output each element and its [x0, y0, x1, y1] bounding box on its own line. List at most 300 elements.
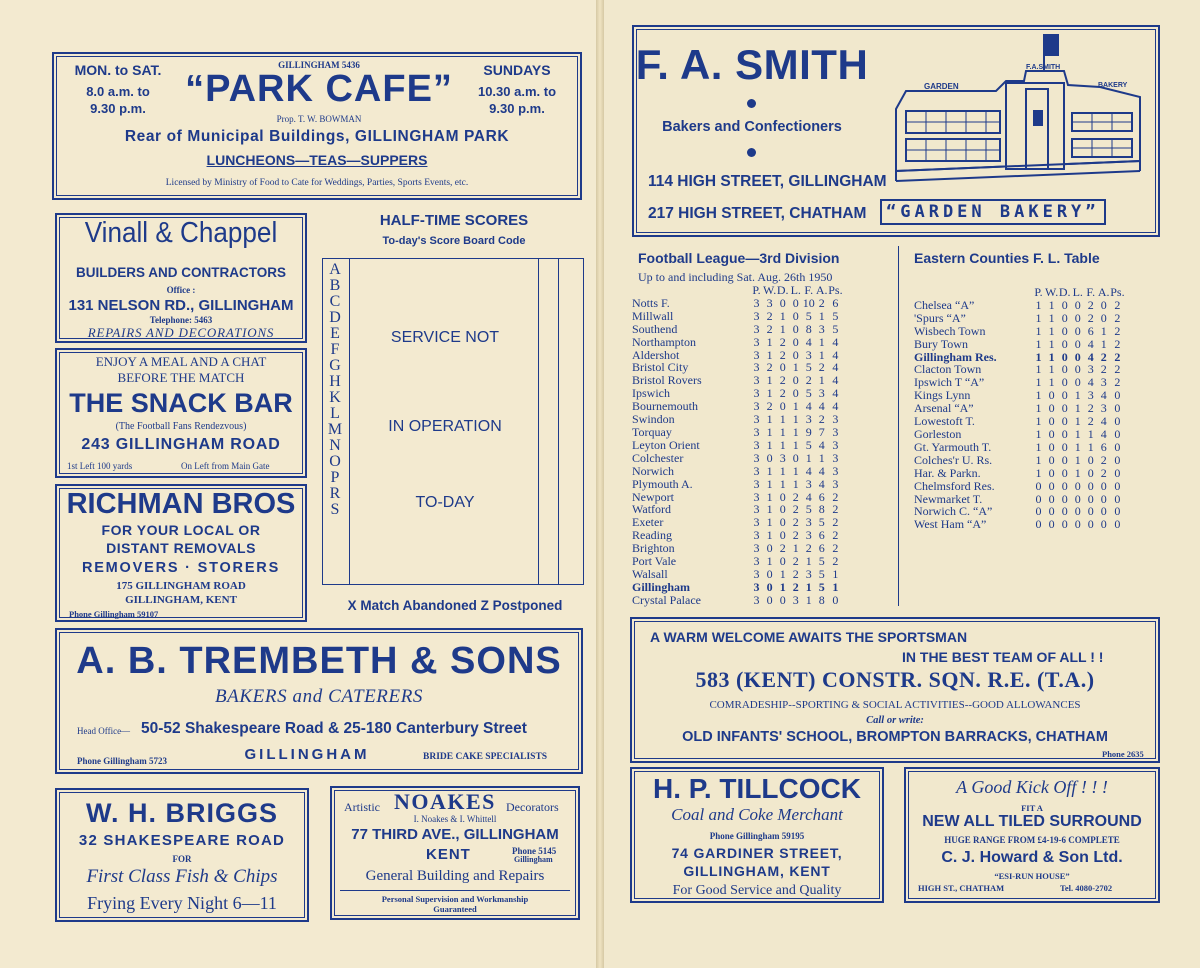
score-board-letter: K [329, 389, 341, 406]
team-name: Aldershot [632, 347, 680, 362]
team-name: Gt. Yarmouth T. [914, 439, 992, 454]
stat-pts: 4 [832, 334, 839, 349]
smith-address-1: 114 HIGH STREET, GILLINGHAM [648, 173, 887, 190]
stat-w: 1 [766, 528, 773, 543]
team-name: Southend [632, 321, 678, 336]
table-header-cell: L. [1072, 285, 1083, 299]
stat-pts: 5 [832, 308, 839, 323]
score-board-letter: G [329, 357, 341, 374]
noakes-name: NOAKES [394, 789, 496, 814]
stat-pts: 3 [832, 450, 839, 465]
building-sign-bakery: BAKERY [1098, 82, 1128, 89]
table-header-cell: W. [763, 283, 777, 297]
team-name: Norwich [632, 463, 674, 478]
table-header-row [632, 284, 843, 297]
noakes-owners: I. Noakes & I. Whittell [413, 814, 497, 824]
richman-line-2: DISTANT REMOVALS [106, 540, 256, 556]
stat-w: 1 [766, 463, 773, 478]
stat-l: 1 [792, 437, 799, 452]
stat-pts: 2 [1114, 362, 1121, 377]
stat-d: 2 [779, 334, 786, 349]
stat-p: 1 [1035, 336, 1042, 351]
stat-l: 2 [792, 489, 799, 504]
stat-l: 0 [792, 347, 799, 362]
stat-l: 2 [792, 579, 799, 594]
stat-f: 4 [805, 334, 812, 349]
stat-p: 1 [1035, 452, 1042, 467]
stat-pts: 2 [832, 515, 839, 530]
park-cafe-address: Rear of Municipal Buildings, GILLINGHAM PARK [124, 128, 510, 145]
stat-l: 0 [1074, 504, 1081, 519]
howard-fit: FIT A [1021, 803, 1043, 813]
stat-l: 0 [1074, 323, 1081, 338]
stat-f: 1 [805, 579, 812, 594]
stat-f: 10 [802, 295, 815, 310]
stat-l: 2 [792, 515, 799, 530]
noakes-footer-1: Personal Supervision and Workmanship [381, 894, 529, 904]
stat-w: 1 [766, 347, 773, 362]
stat-d: 0 [779, 515, 786, 530]
tillcock-ad [630, 767, 884, 903]
royal-engineers-ad [630, 617, 1160, 763]
stat-a: 3 [818, 321, 825, 336]
table-row [632, 594, 843, 607]
stat-f: 0 [1087, 465, 1094, 480]
table-header-cell: L. [790, 283, 801, 297]
stat-pts: 0 [1114, 491, 1121, 506]
table-header-blank [632, 284, 750, 297]
stat-f: 4 [805, 463, 812, 478]
stat-p: 3 [753, 412, 760, 427]
team-name: Notts F. [632, 295, 670, 310]
score-board-letter: R [329, 485, 341, 502]
table-row [914, 480, 1125, 493]
stat-pts: 0 [1114, 504, 1121, 519]
stat-w: 3 [766, 295, 773, 310]
stat-w: 1 [766, 334, 773, 349]
stat-a: 0 [1100, 297, 1107, 312]
stat-p: 3 [753, 424, 760, 439]
stat-a: 1 [818, 450, 825, 465]
stat-l: 0 [1074, 375, 1081, 390]
table-header-row [914, 286, 1125, 299]
stat-p: 3 [753, 592, 760, 607]
howard-phone: Tel. 4080-2702 [1060, 883, 1113, 893]
park-cafe-ad [52, 52, 582, 200]
stat-d: 3 [779, 450, 786, 465]
table-row [632, 555, 843, 568]
briggs-line-1: First Class Fish & Chips [86, 866, 278, 887]
re-line-2: IN THE BEST TEAM OF ALL ! ! [902, 649, 1104, 665]
team-name: Reading [632, 528, 672, 543]
table-header-cell: A. [815, 283, 828, 297]
stat-p: 3 [753, 463, 760, 478]
stat-a: 0 [1100, 517, 1107, 532]
stat-l: 1 [792, 476, 799, 491]
stat-d: 0 [1061, 388, 1068, 403]
stat-p: 3 [753, 515, 760, 530]
stat-f: 0 [1087, 504, 1094, 519]
stat-l: 1 [1074, 465, 1081, 480]
stat-d: 0 [1061, 504, 1068, 519]
stat-w: 0 [1048, 401, 1055, 416]
stat-d: 0 [1061, 336, 1068, 351]
score-board-letter: A [329, 261, 341, 278]
stat-w: 1 [766, 412, 773, 427]
stat-a: 2 [1100, 362, 1107, 377]
stat-d: 0 [779, 295, 786, 310]
stat-l: 0 [1074, 478, 1081, 493]
stat-p: 1 [1035, 414, 1042, 429]
table-row [632, 439, 843, 452]
stat-a: 5 [818, 515, 825, 530]
briggs-name: W. H. BRIGGS [85, 798, 278, 828]
stat-pts: 2 [1114, 336, 1121, 351]
stat-d: 1 [779, 412, 786, 427]
stat-pts: 2 [1114, 349, 1121, 364]
stat-l: 0 [1074, 310, 1081, 325]
stat-w: 1 [766, 373, 773, 388]
stat-f: 2 [1087, 297, 1094, 312]
stat-a: 0 [1100, 491, 1107, 506]
table-header-cell: Ps. [1110, 285, 1125, 299]
stat-p: 1 [1035, 323, 1042, 338]
stat-f: 3 [805, 412, 812, 427]
stat-f: 3 [805, 476, 812, 491]
stat-pts: 4 [832, 347, 839, 362]
stat-f: 0 [1087, 478, 1094, 493]
noakes-decorators: Decorators [506, 800, 559, 814]
stat-d: 0 [779, 502, 786, 517]
stat-w: 1 [1048, 375, 1055, 390]
stat-w: 0 [766, 541, 773, 556]
park-cafe-title: “PARK CAFE” [185, 68, 453, 110]
stat-l: 1 [792, 412, 799, 427]
stat-l: 0 [1074, 362, 1081, 377]
stat-w: 0 [1048, 439, 1055, 454]
stat-l: 0 [792, 321, 799, 336]
stat-f: 1 [805, 450, 812, 465]
stat-f: 1 [1087, 439, 1094, 454]
score-board-message-1: SERVICE NOT [390, 329, 500, 346]
snack-line-1: ENJOY A MEAL AND A CHAT [95, 354, 267, 369]
snack-line-2: BEFORE THE MATCH [117, 370, 245, 385]
stat-w: 2 [766, 308, 773, 323]
stat-l: 1 [792, 463, 799, 478]
richman-line-3: REMOVERS · STORERS [81, 560, 281, 576]
stat-pts: 3 [832, 412, 839, 427]
stat-f: 4 [1087, 375, 1094, 390]
stat-a: 5 [818, 579, 825, 594]
howard-name: C. J. Howard & Son Ltd. [941, 849, 1123, 866]
stat-f: 5 [805, 308, 812, 323]
team-name: Wisbech Town [914, 323, 986, 338]
stat-pts: 4 [832, 399, 839, 414]
richman-address-2: GILLINGHAM, KENT [125, 594, 237, 606]
stat-a: 8 [818, 592, 825, 607]
stat-pts: 2 [1114, 297, 1121, 312]
stat-pts: 3 [832, 424, 839, 439]
stat-p: 3 [753, 566, 760, 581]
stat-w: 1 [1048, 362, 1055, 377]
table-row [632, 581, 843, 594]
stat-d: 0 [1061, 375, 1068, 390]
smith-address-2: 217 HIGH STREET, CHATHAM [648, 205, 867, 222]
stat-a: 1 [1100, 323, 1107, 338]
stat-d: 0 [1061, 297, 1068, 312]
league-table [632, 284, 843, 607]
table-header-cell: A. [1097, 285, 1110, 299]
stat-a: 4 [1100, 414, 1107, 429]
score-board-divider-left [349, 259, 350, 584]
stat-f: 5 [805, 437, 812, 452]
stat-d: 0 [1061, 439, 1068, 454]
stat-p: 3 [753, 295, 760, 310]
stat-a: 6 [1100, 439, 1107, 454]
howard-ad [904, 767, 1160, 903]
stat-a: 4 [818, 399, 825, 414]
stat-w: 0 [1048, 465, 1055, 480]
stat-d: 1 [779, 424, 786, 439]
stat-l: 1 [1074, 401, 1081, 416]
stat-a: 4 [818, 437, 825, 452]
stat-w: 0 [1048, 452, 1055, 467]
stat-f: 1 [1087, 426, 1094, 441]
stat-d: 1 [779, 566, 786, 581]
stat-l: 0 [792, 334, 799, 349]
trembeth-head-office-label: Head Office— [77, 726, 131, 736]
stat-pts: 0 [1114, 426, 1121, 441]
vinall-chappel-ad [55, 213, 307, 343]
noakes-town: KENT [426, 846, 471, 863]
stat-a: 1 [818, 334, 825, 349]
stat-w: 1 [1048, 336, 1055, 351]
stat-f: 4 [805, 399, 812, 414]
score-board-divider-right [538, 259, 539, 584]
table-row [632, 478, 843, 491]
stat-pts: 5 [832, 321, 839, 336]
briggs-ad [55, 788, 309, 922]
stat-pts: 0 [1114, 414, 1121, 429]
stat-pts: 0 [1114, 478, 1121, 493]
stat-p: 1 [1035, 362, 1042, 377]
re-call: Call or write: [866, 715, 924, 726]
stat-d: 1 [779, 463, 786, 478]
stat-a: 2 [818, 295, 825, 310]
noakes-phone-1: Phone 5145 [512, 846, 557, 856]
stat-p: 0 [1035, 504, 1042, 519]
stat-f: 2 [805, 373, 812, 388]
stat-l: 0 [1074, 349, 1081, 364]
stat-d: 0 [1061, 465, 1068, 480]
smith-bullet-1 [747, 99, 756, 108]
stat-d: 1 [779, 308, 786, 323]
team-name: Northampton [632, 334, 696, 349]
richman-bros-ad [55, 484, 307, 622]
stat-pts: 3 [832, 437, 839, 452]
howard-product: NEW ALL TILED SURROUND [922, 813, 1142, 830]
stat-w: 2 [766, 399, 773, 414]
stat-a: 0 [1100, 504, 1107, 519]
stat-l: 2 [792, 566, 799, 581]
team-name: Millwall [632, 308, 674, 323]
stat-f: 9 [805, 424, 812, 439]
trembeth-trade: BAKERS and CATERERS [214, 686, 424, 707]
snack-bar-name: THE SNACK BAR [69, 388, 293, 418]
stat-pts: 2 [832, 541, 839, 556]
score-board-letter: H [329, 373, 341, 390]
stat-p: 3 [753, 528, 760, 543]
re-line-1: A WARM WELCOME AWAITS THE SPORTSMAN [650, 629, 968, 645]
re-address: OLD INFANTS' SCHOOL, BROMPTON BARRACKS, CHATHAM [682, 729, 1108, 745]
stat-l: 0 [1074, 517, 1081, 532]
park-cafe-phone: GILLINGHAM 5436 [278, 60, 360, 70]
table-row [632, 336, 843, 349]
stat-a: 3 [1100, 401, 1107, 416]
stat-d: 0 [1061, 310, 1068, 325]
stat-a: 8 [818, 502, 825, 517]
stat-pts: 0 [1114, 439, 1121, 454]
team-name: Ipswich T “A” [914, 375, 985, 390]
park-cafe-left-days: MON. to SAT. [74, 62, 162, 78]
stat-d: 0 [1061, 323, 1068, 338]
stat-d: 0 [779, 360, 786, 375]
score-board-letter: B [329, 277, 341, 294]
team-name: Bournemouth [632, 399, 698, 414]
richman-line-1: FOR YOUR LOCAL OR [101, 522, 261, 538]
stat-pts: 0 [832, 592, 839, 607]
stat-d: 0 [1061, 426, 1068, 441]
stat-d: 2 [779, 386, 786, 401]
stat-d: 0 [1061, 349, 1068, 364]
table-row [914, 338, 1125, 351]
stat-f: 2 [1087, 401, 1094, 416]
stat-p: 0 [1035, 478, 1042, 493]
stat-l: 1 [1074, 414, 1081, 429]
stat-a: 1 [1100, 336, 1107, 351]
stat-d: 1 [779, 579, 786, 594]
stat-l: 0 [792, 450, 799, 465]
team-name: Leyton Orient [632, 437, 700, 452]
stat-l: 1 [1074, 452, 1081, 467]
booklet-spine [596, 0, 604, 968]
stat-d: 0 [779, 592, 786, 607]
stat-pts: 4 [832, 386, 839, 401]
table-header-cell: P. [1034, 285, 1043, 299]
stat-l: 0 [792, 373, 799, 388]
vinall-name: Vinall & Chappel [84, 217, 278, 249]
stat-p: 1 [1035, 426, 1042, 441]
stat-w: 0 [1048, 491, 1055, 506]
score-board-letter: E [330, 325, 340, 342]
stat-w: 1 [766, 502, 773, 517]
team-name: Clacton Town [914, 362, 982, 377]
trembeth-town: GILLINGHAM [244, 746, 370, 763]
stat-l: 1 [792, 360, 799, 375]
table-header-cell: P. [752, 283, 761, 297]
stat-a: 4 [1100, 426, 1107, 441]
vinall-phone: Telephone: 5463 [149, 315, 213, 325]
stat-d: 0 [779, 489, 786, 504]
park-cafe-right-days: SUNDAYS [483, 62, 551, 78]
vinall-office: Office : [166, 285, 196, 295]
stat-w: 1 [1048, 349, 1055, 364]
stat-w: 1 [766, 476, 773, 491]
stat-p: 1 [1035, 349, 1042, 364]
half-time-title: HALF-TIME SCORES [379, 212, 529, 229]
richman-address-1: 175 GILLINGHAM ROAD [116, 580, 246, 592]
stat-w: 0 [1048, 388, 1055, 403]
stat-d: 0 [1061, 491, 1068, 506]
stat-a: 6 [818, 541, 825, 556]
score-board-letter: P [330, 469, 340, 486]
vinall-trade: BUILDERS AND CONTRACTORS [75, 265, 286, 280]
team-name: Watford [632, 502, 672, 517]
stat-f: 0 [1087, 491, 1094, 506]
table-row [632, 297, 843, 310]
stat-p: 3 [753, 579, 760, 594]
table-row [632, 426, 843, 439]
stat-f: 3 [1087, 388, 1094, 403]
stat-w: 1 [766, 515, 773, 530]
noakes-phone-2: Gillingham [514, 855, 553, 864]
stat-a: 1 [818, 373, 825, 388]
stat-f: 2 [1087, 414, 1094, 429]
park-cafe-right-hours-2: 9.30 p.m. [489, 101, 545, 116]
snack-dir-right: On Left from Main Gate [181, 461, 270, 471]
table-row [632, 310, 843, 323]
noakes-line: General Building and Repairs [365, 868, 545, 884]
noakes-rule [340, 890, 570, 891]
team-name: Gillingham [632, 579, 691, 594]
smith-bakery-banner: “GARDEN BAKERY” [880, 199, 1106, 225]
stat-d: 0 [1061, 401, 1068, 416]
stat-w: 2 [766, 321, 773, 336]
stat-f: 6 [1087, 323, 1094, 338]
stat-l: 0 [1074, 336, 1081, 351]
park-cafe-license: Licensed by Ministry of Food to Cate for Weddings, Parties, Sports Events, etc. [165, 178, 469, 188]
stat-pts: 4 [832, 373, 839, 388]
snack-bar-address: 243 GILLINGHAM ROAD [81, 436, 281, 453]
stat-f: 2 [1087, 310, 1094, 325]
stat-pts: 2 [832, 528, 839, 543]
stat-f: 4 [1087, 336, 1094, 351]
briggs-line-2: Frying Every Night 6—11 [87, 893, 277, 913]
stat-p: 1 [1035, 439, 1042, 454]
score-board-letters [326, 262, 344, 518]
stat-f: 3 [1087, 362, 1094, 377]
stat-w: 0 [766, 450, 773, 465]
stat-d: 0 [1061, 414, 1068, 429]
stat-pts: 2 [1114, 375, 1121, 390]
stat-p: 1 [1035, 310, 1042, 325]
stat-f: 5 [805, 360, 812, 375]
table-header-blank [914, 286, 1032, 299]
table-row [914, 428, 1125, 441]
stat-p: 0 [1035, 491, 1042, 506]
stat-p: 3 [753, 334, 760, 349]
stat-d: 0 [1061, 478, 1068, 493]
team-name: Norwich C. “A” [914, 504, 993, 519]
stat-w: 1 [766, 554, 773, 569]
stat-p: 3 [753, 399, 760, 414]
stat-a: 5 [818, 554, 825, 569]
stat-a: 4 [1100, 388, 1107, 403]
score-board-letter: L [330, 405, 340, 422]
fa-smith-ad [632, 25, 1160, 237]
score-board-message-3: TO-DAY [415, 494, 475, 511]
stat-a: 0 [1100, 478, 1107, 493]
